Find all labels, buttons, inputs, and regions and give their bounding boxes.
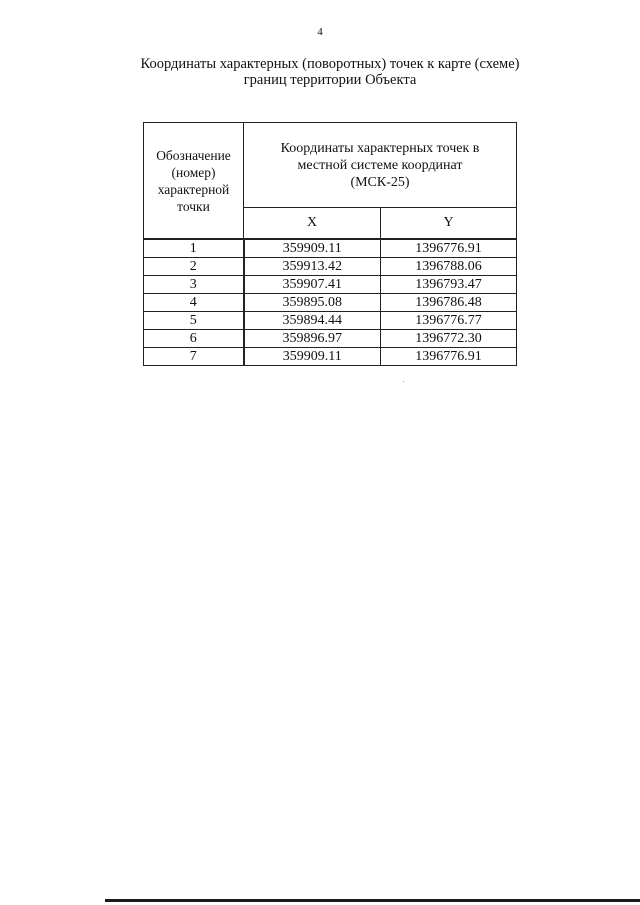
- header-point-id: [144, 123, 244, 240]
- scan-speck: [403, 381, 404, 382]
- point-id-cell: 2: [144, 258, 244, 276]
- coordinates-table: [143, 122, 517, 366]
- title-line-2: границ территории Объекта: [243, 72, 417, 88]
- header-id-line: (номер): [171, 164, 216, 180]
- header-coords-line: (МСК-25): [350, 174, 410, 190]
- y-coordinate-cell: 1396793.47: [381, 276, 517, 294]
- y-coordinate-cell: 1396788.06: [381, 258, 517, 276]
- point-id-cell: 3: [144, 276, 244, 294]
- table-row: [144, 294, 517, 312]
- y-coordinate-cell: 1396776.91: [381, 348, 517, 366]
- header-coords-line: Координаты характерных точек в: [280, 140, 480, 156]
- table-row: [144, 239, 517, 258]
- header-axis-y: Y: [381, 208, 517, 240]
- table-row: [144, 348, 517, 366]
- title-line-1: Координаты характерных (поворотных) точек к карте (схеме): [140, 56, 520, 72]
- header-id-line: характерной: [157, 181, 230, 197]
- x-coordinate-cell: 359907.41: [244, 276, 381, 294]
- document-title: [100, 56, 560, 88]
- point-id-cell: 6: [144, 330, 244, 348]
- table-row: [144, 312, 517, 330]
- page-number: 4: [317, 26, 323, 38]
- x-coordinate-cell: 359895.08: [244, 294, 381, 312]
- table-row: [144, 258, 517, 276]
- table-row: [144, 276, 517, 294]
- x-coordinate-cell: 359894.44: [244, 312, 381, 330]
- header-axis-x: X: [244, 208, 381, 240]
- header-coordinates: [244, 123, 517, 208]
- y-coordinate-cell: 1396776.77: [381, 312, 517, 330]
- x-coordinate-cell: 359909.11: [244, 348, 381, 366]
- y-coordinate-cell: 1396772.30: [381, 330, 517, 348]
- y-coordinate-cell: 1396776.91: [381, 239, 517, 258]
- point-id-cell: 5: [144, 312, 244, 330]
- table-row: [144, 330, 517, 348]
- table-header-row: [144, 123, 517, 208]
- x-coordinate-cell: 359909.11: [244, 239, 381, 258]
- y-coordinate-cell: 1396786.48: [381, 294, 517, 312]
- point-id-cell: 4: [144, 294, 244, 312]
- x-coordinate-cell: 359896.97: [244, 330, 381, 348]
- header-coords-line: местной системе координат: [297, 157, 463, 173]
- x-coordinate-cell: 359913.42: [244, 258, 381, 276]
- header-id-line: Обозначение: [156, 147, 231, 163]
- scan-edge-line: [105, 899, 640, 902]
- point-id-cell: 1: [144, 239, 244, 258]
- header-id-line: точки: [177, 198, 210, 214]
- point-id-cell: 7: [144, 348, 244, 366]
